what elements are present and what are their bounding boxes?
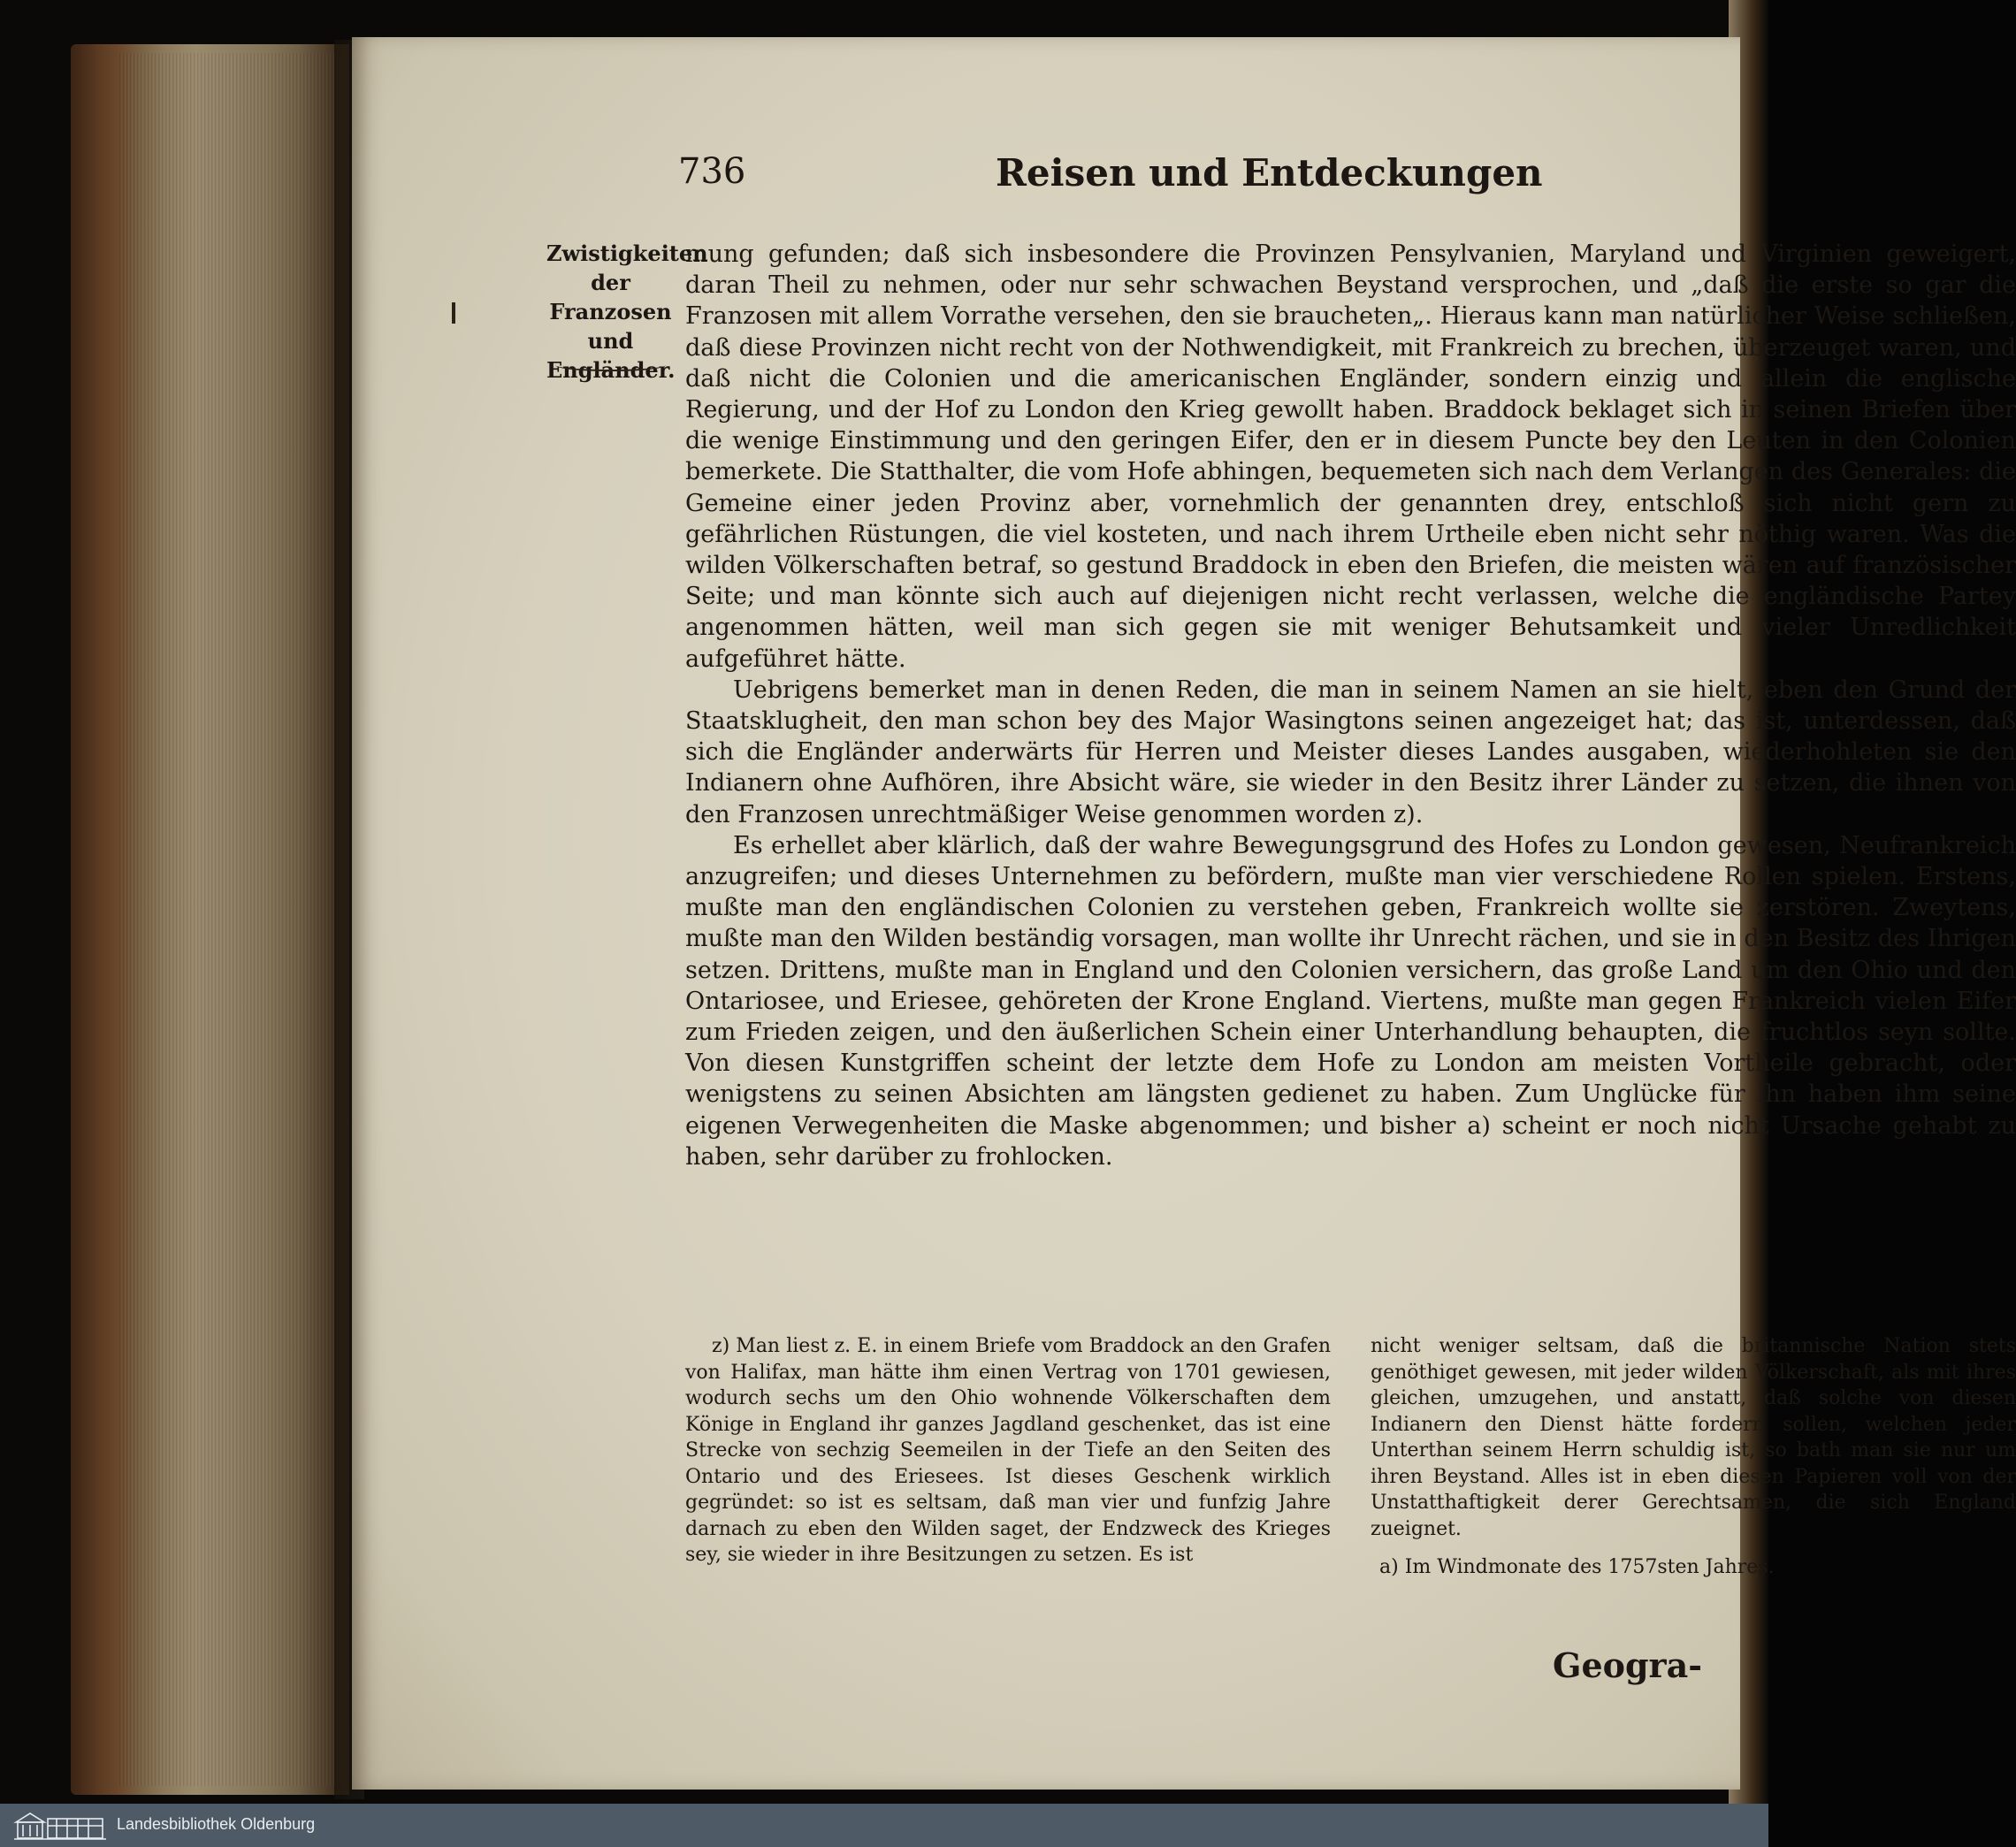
library-building-icon — [12, 1810, 110, 1842]
catchword: Geogra- — [1553, 1645, 1702, 1685]
paragraph-2: Uebrigens bemerket man in denen Reden, die man in seinem Namen an sie hielt, eben den Grund der Staatsklugheit, den man schon bey des Major Wasingtons seinen angezeiget hat; das ist, unterdessen, daß sich die Engländer anderwärts für Herren und Meister dieses Landes ausgaben, wiederhohleten sie den Indianern ohne Aufhören, ihre Absicht wäre, sie wieder in den Besitz ihrer Länder zu setzen, die ihnen von den Franzosen unrechtmäßiger Weise genommen worden z). — [685, 675, 2016, 828]
footnote-a: a) Im Windmonate des 1757sten Jahres. — [1379, 1556, 1775, 1578]
library-name: Landesbibliothek Oldenburg — [117, 1815, 316, 1833]
body-text — [685, 239, 2016, 1172]
footer-bar — [0, 1804, 1768, 1847]
book-page — [352, 37, 2016, 1790]
stray-mark — [452, 302, 455, 324]
page-number: 736 — [678, 151, 746, 192]
running-head: Reisen und Entdeckungen — [996, 151, 1543, 195]
footnotes — [685, 1333, 2016, 1625]
footnote-z-left: z) Man liest z. E. in einem Briefe vom Braddock an den Grafen von Halifax, man hätte ihm einen Vertrag von 1701 gewiesen, wodurch sechs um den Ohio wohnende Völkerschaften dem Könige in England ihr ganzes Jagdland geschenket, das ist eine Strecke von sechzig Seemeilen in der Tiefe an den Seiten des Ontario und des Eriesees. Ist dieses Geschenk wirklich gegründet: so ist es seltsam, daß man vier und funfzig Jahre darnach zu eben den Wilden saget, der Endzweck des Krieges sey, sie wieder in ihre Besitzungen zu setzen. Es ist — [685, 1335, 1331, 1566]
footnote-z-right: nicht weniger seltsam, daß die britannische Nation stets genöthiget gewesen, mit jeder wilden Völkerschaft, als mit ihres gleichen, umzugehen, und anstatt, daß solche von diesen Indianern den Dienst hätte fordern sollen, welchen jeder Unterthan seinem Herrn schuldig ist, so bath man sie nur um ihren Beystand. Alles ist in eben diesen Papieren voll von der Unstatthaftigkeit derer Gerechtsamen, die sich England zueignet. — [1371, 1335, 2016, 1540]
paragraph-3: Es erhellet aber klärlich, daß der wahre Bewegungsgrund des Hofes zu London gewesen, Neufrankreich anzugreifen; und dieses Unternehmen zu befördern, mußte man vier verschiedene Rollen spielen. Erstens, mußte man den engländischen Colonien zu verstehen geben, Frankreich wollte sie zerstören. Zweytens, mußte man den Wilden beständig vorsagen, man wollte ihr Unrecht rächen, und sie in den Besitz des Ihrigen setzen. Drittens, mußte man in England und den Colonien versichern, das große Land um den Ohio und den Ontariosee, und Eriesee, gehöreten der Krone England. Viertens, mußte man gegen Frankreich vielen Eifer zum Frieden zeigen, und den äußerlichen Schein einer Unterhandlung behaupten, die fruchtlos seyn sollte. Von diesen Kunstgriffen scheint der letzte dem Hofe zu London am meisten Vortheile gebracht, oder wenigstens zu seinen Absichten am längsten gedienet zu haben. Zum Unglücke für ihn haben ihm seine eigenen Verwegenheiten die Maske abgenommen; und bisher a) scheint er noch nicht Ursache gehabt zu haben, sehr darüber zu frohlocken. — [685, 831, 2016, 1171]
footnote-right-column — [1371, 1333, 2016, 1581]
marginal-flourish — [555, 359, 666, 371]
page-edge-texture — [119, 53, 340, 1786]
paragraph-1: mung gefunden; daß sich insbesondere die Provinzen Pensylvanien, Maryland und Virginien geweigert, daran Theil zu nehmen, oder nur sehr schwachen Beystand versprochen, und „daß die erste so gar die Franzosen mit allem Vorrathe versehen, den sie braucheten„. Hieraus kann man natürlicher Weise schließen, daß diese Provinzen nicht recht von der Nothwendigkeit, mit Frankreich zu brechen, überzeuget waren, und daß nicht die Colonien und die americanischen Engländer, sondern einzig und allein die englische Regierung, und der Hof zu London den Krieg gewollt haben. Braddock beklaget sich in seinen Briefen über die wenige Einstimmung und den geringen Eifer, den er in diesem Puncte bey den Leuten in den Colonien bemerkete. Die Statthalter, die vom Hofe abhingen, bequemeten sich nach dem Verlangen des Generales: die Gemeine einer jeden Provinz aber, vornehmlich der genannten drey, entschloß sich nicht gern zu gefährlichen Rüstungen, die viel kosteten, und nach ihrem Urtheile eben nicht sehr nöthig waren. Was die wilden Völkerschaften betraf, so gestund Braddock in eben den Briefen, die meisten wären auf französischer Seite; und man könnte sich auch auf diejenigen nicht recht verlassen, welche die engländische Partey angenommen hätten, weil man sich gegen sie mit weniger Behutsamkeit und vieler Unredlichkeit aufgeführet hätte. — [685, 240, 2016, 673]
marginal-note: Zwistigkeiten der Franzosen und Engländer. — [546, 240, 708, 383]
